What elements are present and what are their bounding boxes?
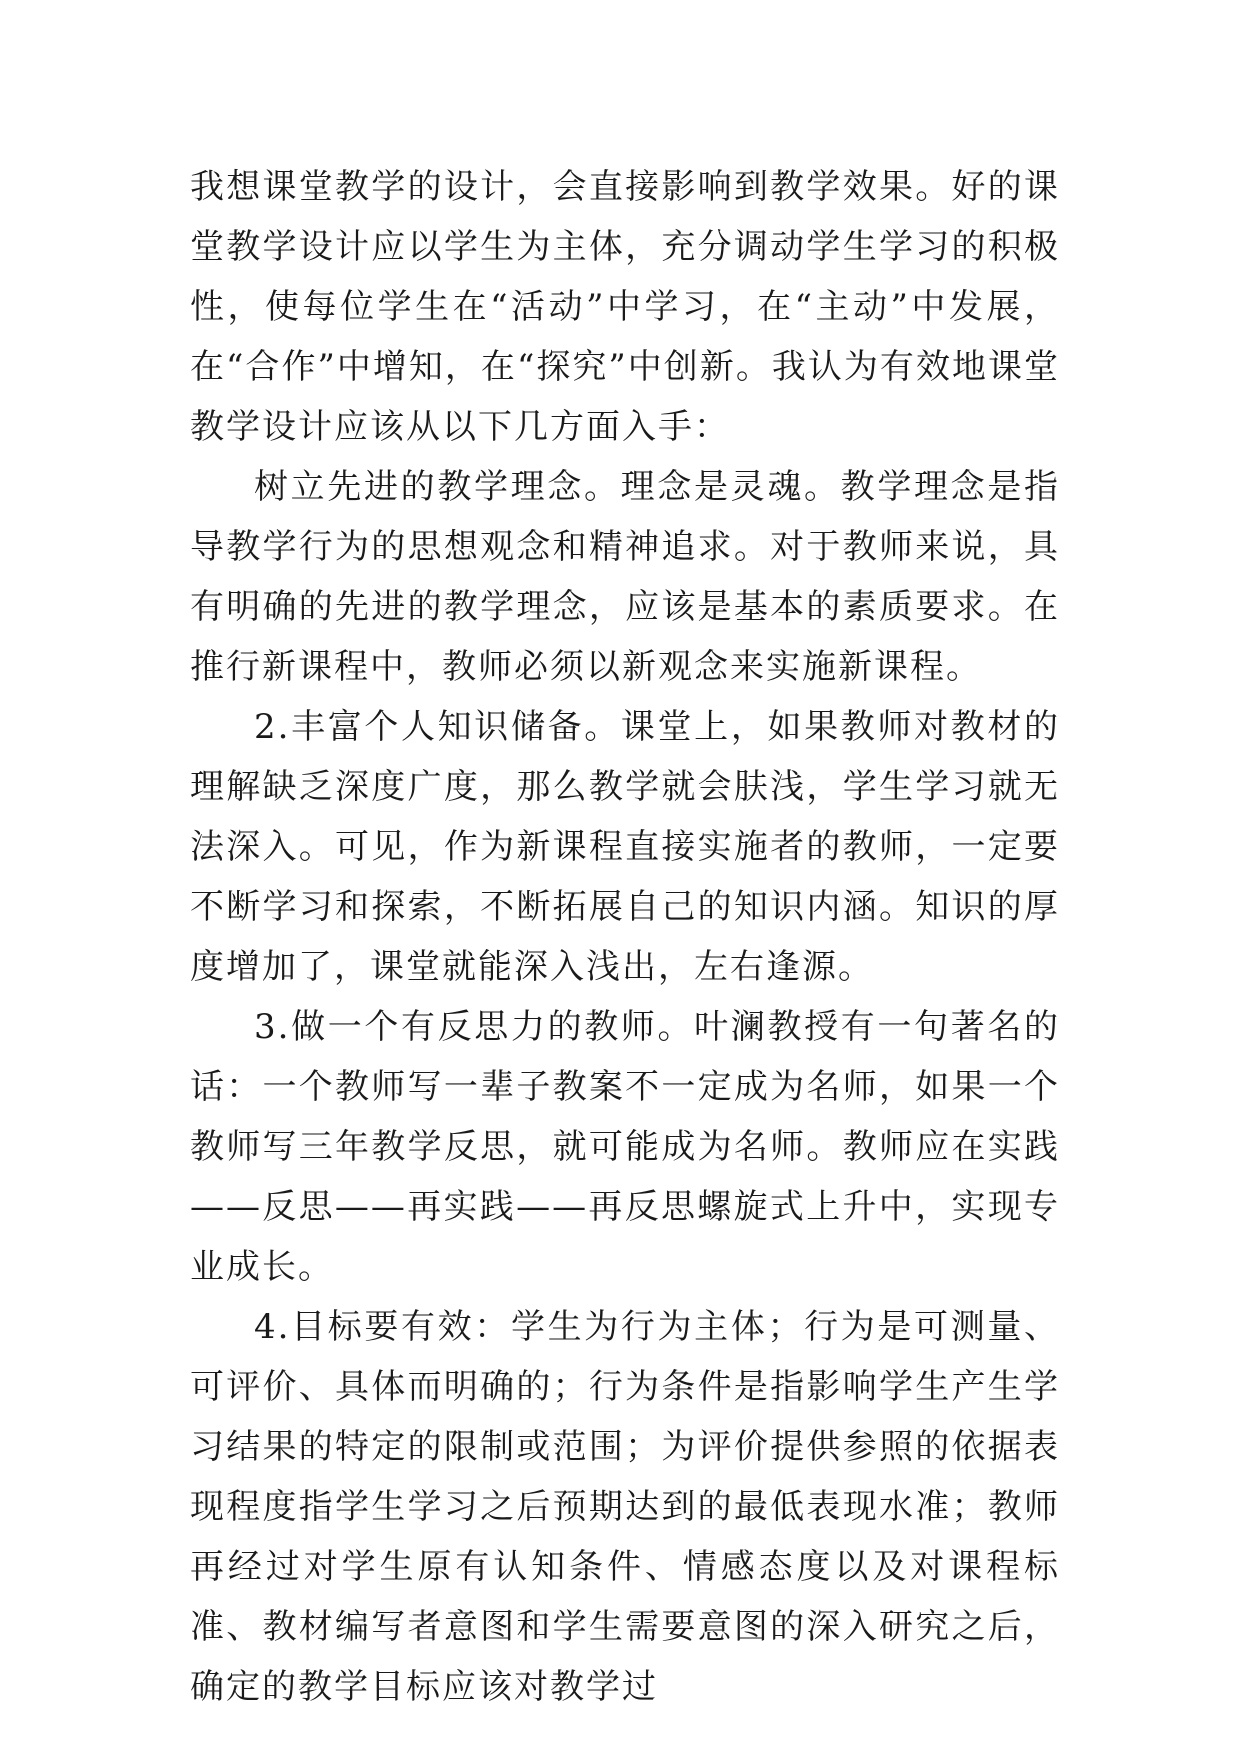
paragraph-teaching-philosophy: 树立先进的教学理念。理念是灵魂。教学理念是指导教学行为的思想观念和精神追求。对于教师来说，具有明确的先进的教学理念，应该是基本的素质要求。在推行新课程中，教师必须以新观念来实施新课程。 bbox=[190, 467, 1060, 687]
paragraph-reflective-teacher: 3.做一个有反思力的教师。叶澜教授有一句著名的话：一个教师写一辈子教案不一定成为名师，如果一个教师写三年教学反思，就可能成为名师。教师应在实践——反思——再实践——再反思螺旋式上升中，实现专业成长。 bbox=[190, 1007, 1060, 1287]
paragraph-knowledge-reserve: 2.丰富个人知识储备。课堂上，如果教师对教材的理解缺乏深度广度，那么教学就会肤浅，学生学习就无法深入。可见，作为新课程直接实施者的教师，一定要不断学习和探索，不断拓展自己的知识内涵。知识的厚度增加了，课堂就能深入浅出，左右逢源。 bbox=[190, 707, 1060, 987]
document-body bbox=[190, 157, 1060, 1717]
paragraph-intro: 我想课堂教学的设计，会直接影响到教学效果。好的课堂教学设计应以学生为主体，充分调动学生学习的积极性，使每位学生在“活动”中学习，在“主动”中发展，在“合作”中增知，在“探究”中创新。我认为有效地课堂教学设计应该从以下几方面入手： bbox=[190, 167, 1060, 447]
paragraph-effective-goals: 4.目标要有效：学生为行为主体；行为是可测量、可评价、具体而明确的；行为条件是指影响学生产生学习结果的特定的限制或范围；为评价提供参照的依据表现程度指学生学习之后预期达到的最低表现水准；教师再经过对学生原有认知条件、情感态度以及对课程标准、教材编写者意图和学生需要意图的深入研究之后，确定的教学目标应该对教学过 bbox=[190, 1307, 1060, 1707]
